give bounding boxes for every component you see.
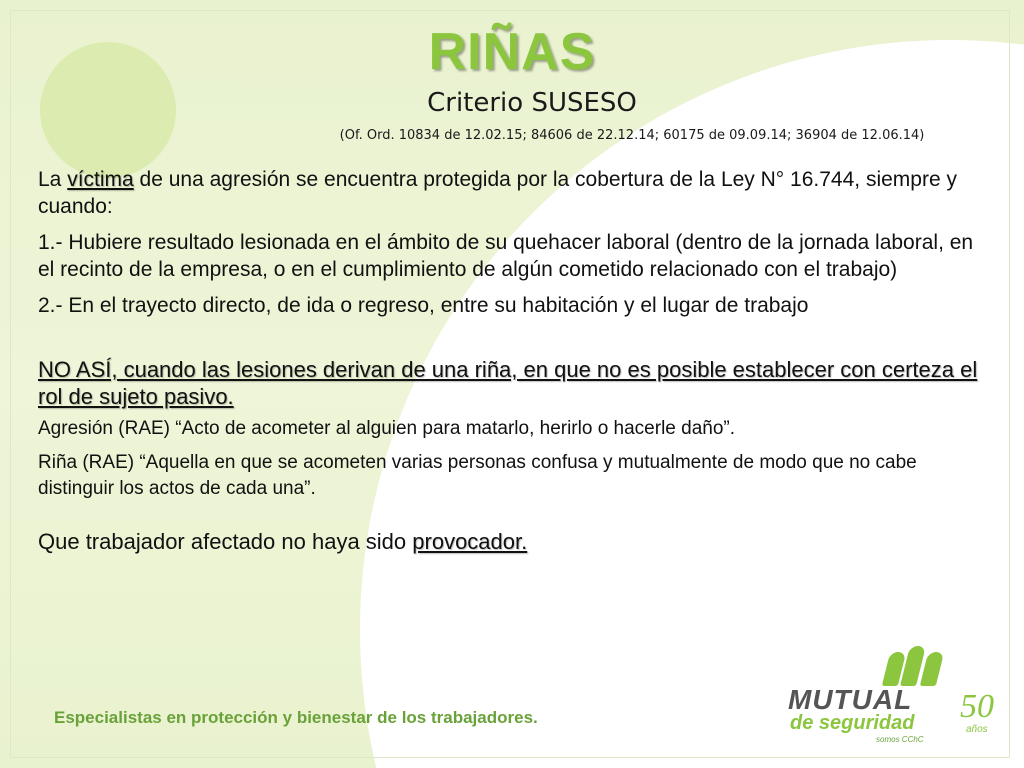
logo-tag: somos CChC [876,735,924,744]
slide-body [38,166,988,555]
paragraph-condition-1: 1.- Hubiere resultado lesionada en el ámbito de su quehacer laboral (dentro de la jornada laboral, en el recinto de la empresa, o en el cumplimiento de algún cometido relacionado con el trabajo) [38,231,974,281]
logo-years: 50 [960,688,994,725]
logo-years-label: años [966,724,988,735]
slide-title: RIÑAS [428,23,596,81]
paragraph-victim-end: de una agresión se encuentra protegida por la cobertura de la Ley N° 16.744, siempre y cuando: [38,168,957,218]
mutual-logo [788,646,994,746]
paragraph-exception: NO ASÍ, cuando las lesiones derivan de una riña, en que no es posible establecer con certeza el rol de sujeto pasivo. [38,357,978,409]
paragraph-definition-aggression: Agresión (RAE) “Acto de acometer al alguien para matarlo, herirlo o hacerle daño”. [38,418,736,439]
provoker-term: provocador. [412,529,528,554]
paragraph-definition-fight: Riña (RAE) “Aquella en que se acometen varias personas confusa y mutualmente de modo que no cabe distinguir los actos de cada una”. [38,452,917,499]
logo-name: MUTUAL [788,684,913,715]
slide-subtitle: Criterio SUSESO [427,88,637,118]
paragraph-condition-2: 2.- En el trayecto directo, de ida o regreso, entre su habitación y el lugar de trabajo [38,294,809,317]
footer-tagline: Especialistas en protección y bienestar de los trabajadores. [54,708,538,727]
logo-m-icon [884,646,942,686]
reference-line: (Of. Ord. 10834 de 12.02.15; 84606 de 22.12.14; 60175 de 09.09.14; 36904 de 12.06.14) [339,128,925,143]
logo-subtitle: de seguridad [790,712,915,734]
victim-term: víctima [67,168,134,191]
paragraph-provoker [38,528,988,555]
paragraph-victim [38,166,988,220]
paragraph-victim-start: La [38,168,68,191]
paragraph-provoker-start: Que trabajador afectado no haya sido [38,529,413,554]
